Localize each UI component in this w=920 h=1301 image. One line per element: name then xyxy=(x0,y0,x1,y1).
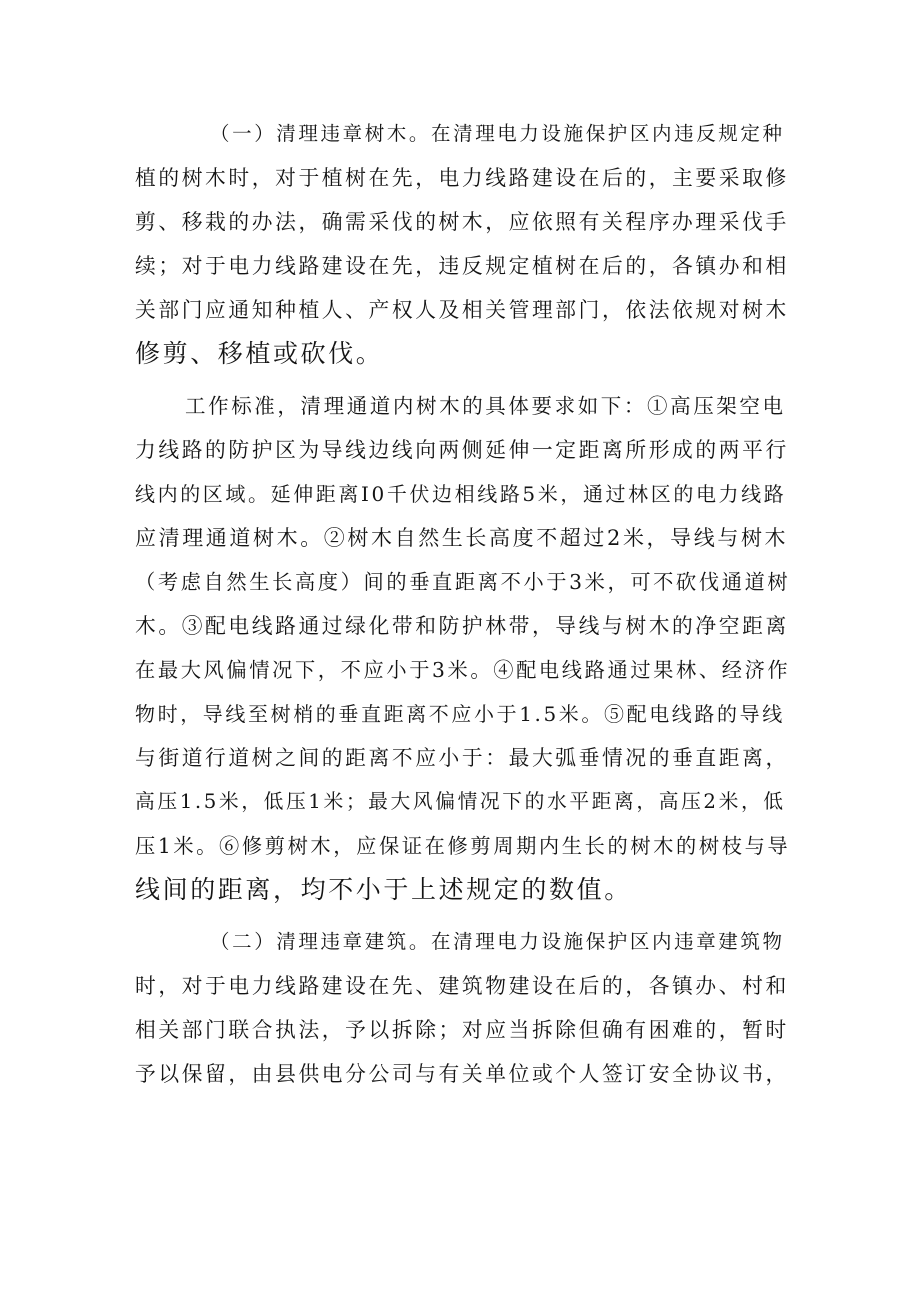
text-line: 相关部门联合执法，予以拆除；对应当拆除但确有困难的，暂时 xyxy=(135,1018,789,1042)
paragraph-clear-illegal-trees xyxy=(135,112,790,376)
text-line: 修剪、移植或砍伐。 xyxy=(135,339,384,368)
text-line: 应清理通道树木。②树木自然生长高度不超过2米，导线与树木 xyxy=(135,526,789,550)
text-line: 压1米。⑥修剪树木，应保证在修剪周期内生长的树木的树枝与导 xyxy=(135,834,791,858)
paragraph-gap xyxy=(135,912,790,920)
text-line: 续；对于电力线路建设在先，违反规定植树在后的，各镇办和相 xyxy=(135,254,789,278)
text-line: 高压1.5米，低压1米；最大风偏情况下的水平距离，高压2米，低 xyxy=(135,790,786,813)
text-line: 工作标准，清理通道内树木的具体要求如下：①高压架空电 xyxy=(185,394,786,418)
paragraph-work-standards xyxy=(135,384,790,912)
text-line: 线内的区域。延伸距离I0千伏边相线路5米，通过林区的电力线路 xyxy=(135,482,787,506)
text-line: 关部门应通知种植人、产权人及相关管理部门，依法依规对树木 xyxy=(135,298,789,322)
text-line: 物时，导线至树梢的垂直距离不应小于1.5米。⑤配电线路的导线 xyxy=(135,702,785,726)
document-body xyxy=(135,112,790,1096)
text-line: 木。③配电线路通过绿化带和防护林带，导线与树木的净空距离 xyxy=(135,614,789,638)
text-line: 予以保留，由县供电分公司与有关单位或个人签订安全协议书， xyxy=(135,1062,789,1086)
paragraph-gap xyxy=(135,376,790,384)
paragraph-clear-illegal-buildings xyxy=(135,920,790,1096)
text-line: 在最大风偏情况下，不应小于3米。④配电线路通过果林、经济作 xyxy=(135,658,791,682)
text-line: （一）清理违章树木。在清理电力设施保护区内违反规定种 xyxy=(210,122,785,145)
text-line: 力线路的防护区为导线边线向两侧延伸一定距离所形成的两平行 xyxy=(135,438,789,462)
text-line: 与街道行道树之间的距离不应小于：最大弧垂情况的垂直距离， xyxy=(135,746,789,770)
text-line: 剪、移栽的办法，确需采伐的树木，应依照有关程序办理采伐手 xyxy=(135,210,789,234)
text-line: （考虑自然生长高度）间的垂直距离不小于3米，可不砍伐通道树 xyxy=(135,570,791,594)
text-line: 植的树木时，对于植树在先，电力线路建设在后的，主要采取修 xyxy=(135,166,789,190)
text-line: 线间的距离，均不小于上述规定的数值。 xyxy=(135,875,632,904)
text-line: 时，对于电力线路建设在先、建筑物建设在后的，各镇办、村和 xyxy=(135,974,789,998)
text-line: （二）清理违章建筑。在清理电力设施保护区内违章建筑物 xyxy=(210,930,785,953)
